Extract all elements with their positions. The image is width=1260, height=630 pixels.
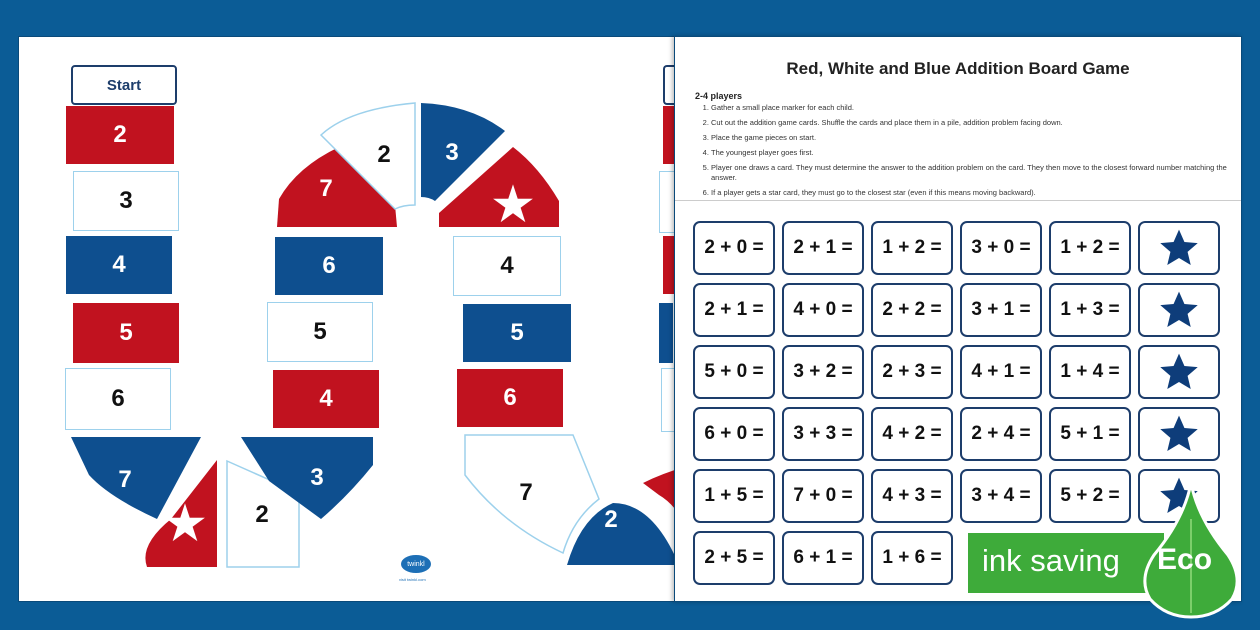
star-icon (1158, 227, 1200, 269)
ink-saving-eco-badge (966, 531, 1258, 595)
board-space: 7 (118, 466, 132, 493)
addition-card: 5 + 0 = (693, 345, 775, 399)
addition-card: 1 + 3 = (1049, 283, 1131, 337)
board-space: 5 (73, 303, 179, 363)
star-icon (1158, 289, 1200, 331)
addition-card: 2 + 2 = (871, 283, 953, 337)
addition-card: 2 + 5 = (693, 531, 775, 585)
addition-card: 4 + 1 = (960, 345, 1042, 399)
board-edge-tile (659, 303, 673, 363)
board-space: 2 (604, 506, 618, 533)
addition-card: 1 + 2 = (871, 221, 953, 275)
eco-label: Eco (1157, 543, 1213, 576)
addition-card: 3 + 4 = (960, 469, 1042, 523)
board-space: 3 (310, 464, 324, 491)
bottom-left-curve (69, 435, 389, 575)
addition-card: 3 + 3 = (782, 407, 864, 461)
board-space: 2 (377, 141, 391, 168)
instruction-step: 6. If a player gets a star card, they must go to the closest star (even if this means moving backward). (711, 188, 1241, 198)
board-edge-tile (659, 171, 675, 233)
star-card (1138, 407, 1220, 461)
ink-saving-text: ink saving (982, 543, 1120, 578)
addition-card: 2 + 4 = (960, 407, 1042, 461)
board-space: 5 (463, 304, 571, 362)
addition-card: 5 + 1 = (1049, 407, 1131, 461)
instruction-step: 1. Gather a small place marker for each child. (711, 103, 1241, 113)
overlapping-card-sheet-edge (675, 200, 1241, 211)
star-card (1138, 283, 1220, 337)
star-card (1138, 221, 1220, 275)
twinkl-url: visit twinkl.com (399, 577, 426, 582)
board-space: 2 (66, 106, 174, 164)
addition-card: 3 + 1 = (960, 283, 1042, 337)
board-space: 6 (457, 369, 563, 427)
board-space: 4 (66, 236, 172, 294)
star-icon (1158, 413, 1200, 455)
addition-card: 4 + 3 = (871, 469, 953, 523)
instruction-step: 5. Player one draws a card. They must determine the answer to the addition problem on the card. They then move to the closest forward number matching the answer. (711, 163, 1241, 183)
game-board-sheet (18, 36, 704, 602)
board-space: 6 (65, 368, 171, 430)
players-count: 2-4 players (695, 91, 743, 101)
instruction-step: 4. The youngest player goes first. (711, 148, 1241, 158)
bottom-right-curve (463, 433, 703, 573)
star-icon (1158, 351, 1200, 393)
board-space: 4 (273, 370, 379, 428)
star-space: ★ (164, 497, 206, 549)
addition-card: 4 + 0 = (782, 283, 864, 337)
addition-card: 4 + 2 = (871, 407, 953, 461)
start-space: Start (71, 65, 177, 105)
board-space: 6 (275, 237, 383, 295)
twinkl-logo: twinkl (401, 555, 431, 573)
star-space: ★ (492, 178, 534, 230)
addition-card: 2 + 1 = (693, 283, 775, 337)
addition-card: 1 + 4 = (1049, 345, 1131, 399)
addition-card: 1 + 6 = (871, 531, 953, 585)
addition-card: 1 + 2 = (1049, 221, 1131, 275)
addition-card: 6 + 0 = (693, 407, 775, 461)
board-space: 5 (267, 302, 373, 362)
addition-card: 3 + 0 = (960, 221, 1042, 275)
rules-title: Red, White and Blue Addition Board Game (786, 59, 1130, 78)
addition-card: 3 + 2 = (782, 345, 864, 399)
instructions-list (693, 103, 1241, 203)
addition-card: 6 + 1 = (782, 531, 864, 585)
addition-card: 2 + 0 = (693, 221, 775, 275)
addition-card: 2 + 1 = (782, 221, 864, 275)
addition-card: 5 + 2 = (1049, 469, 1131, 523)
addition-card: 7 + 0 = (782, 469, 864, 523)
board-space: 7 (519, 479, 533, 506)
board-space: 2 (255, 501, 269, 528)
addition-card: 1 + 5 = (693, 469, 775, 523)
board-space: 4 (453, 236, 561, 296)
board-space: 3 (445, 139, 459, 166)
addition-card: 2 + 3 = (871, 345, 953, 399)
instruction-step: 3. Place the game pieces on start. (711, 133, 1241, 143)
board-space: 3 (73, 171, 179, 231)
instruction-step: 2. Cut out the addition game cards. Shuffle the cards and place them in a pile, addition problem facing down. (711, 118, 1241, 128)
board-space: 7 (319, 175, 333, 202)
star-card (1138, 345, 1220, 399)
